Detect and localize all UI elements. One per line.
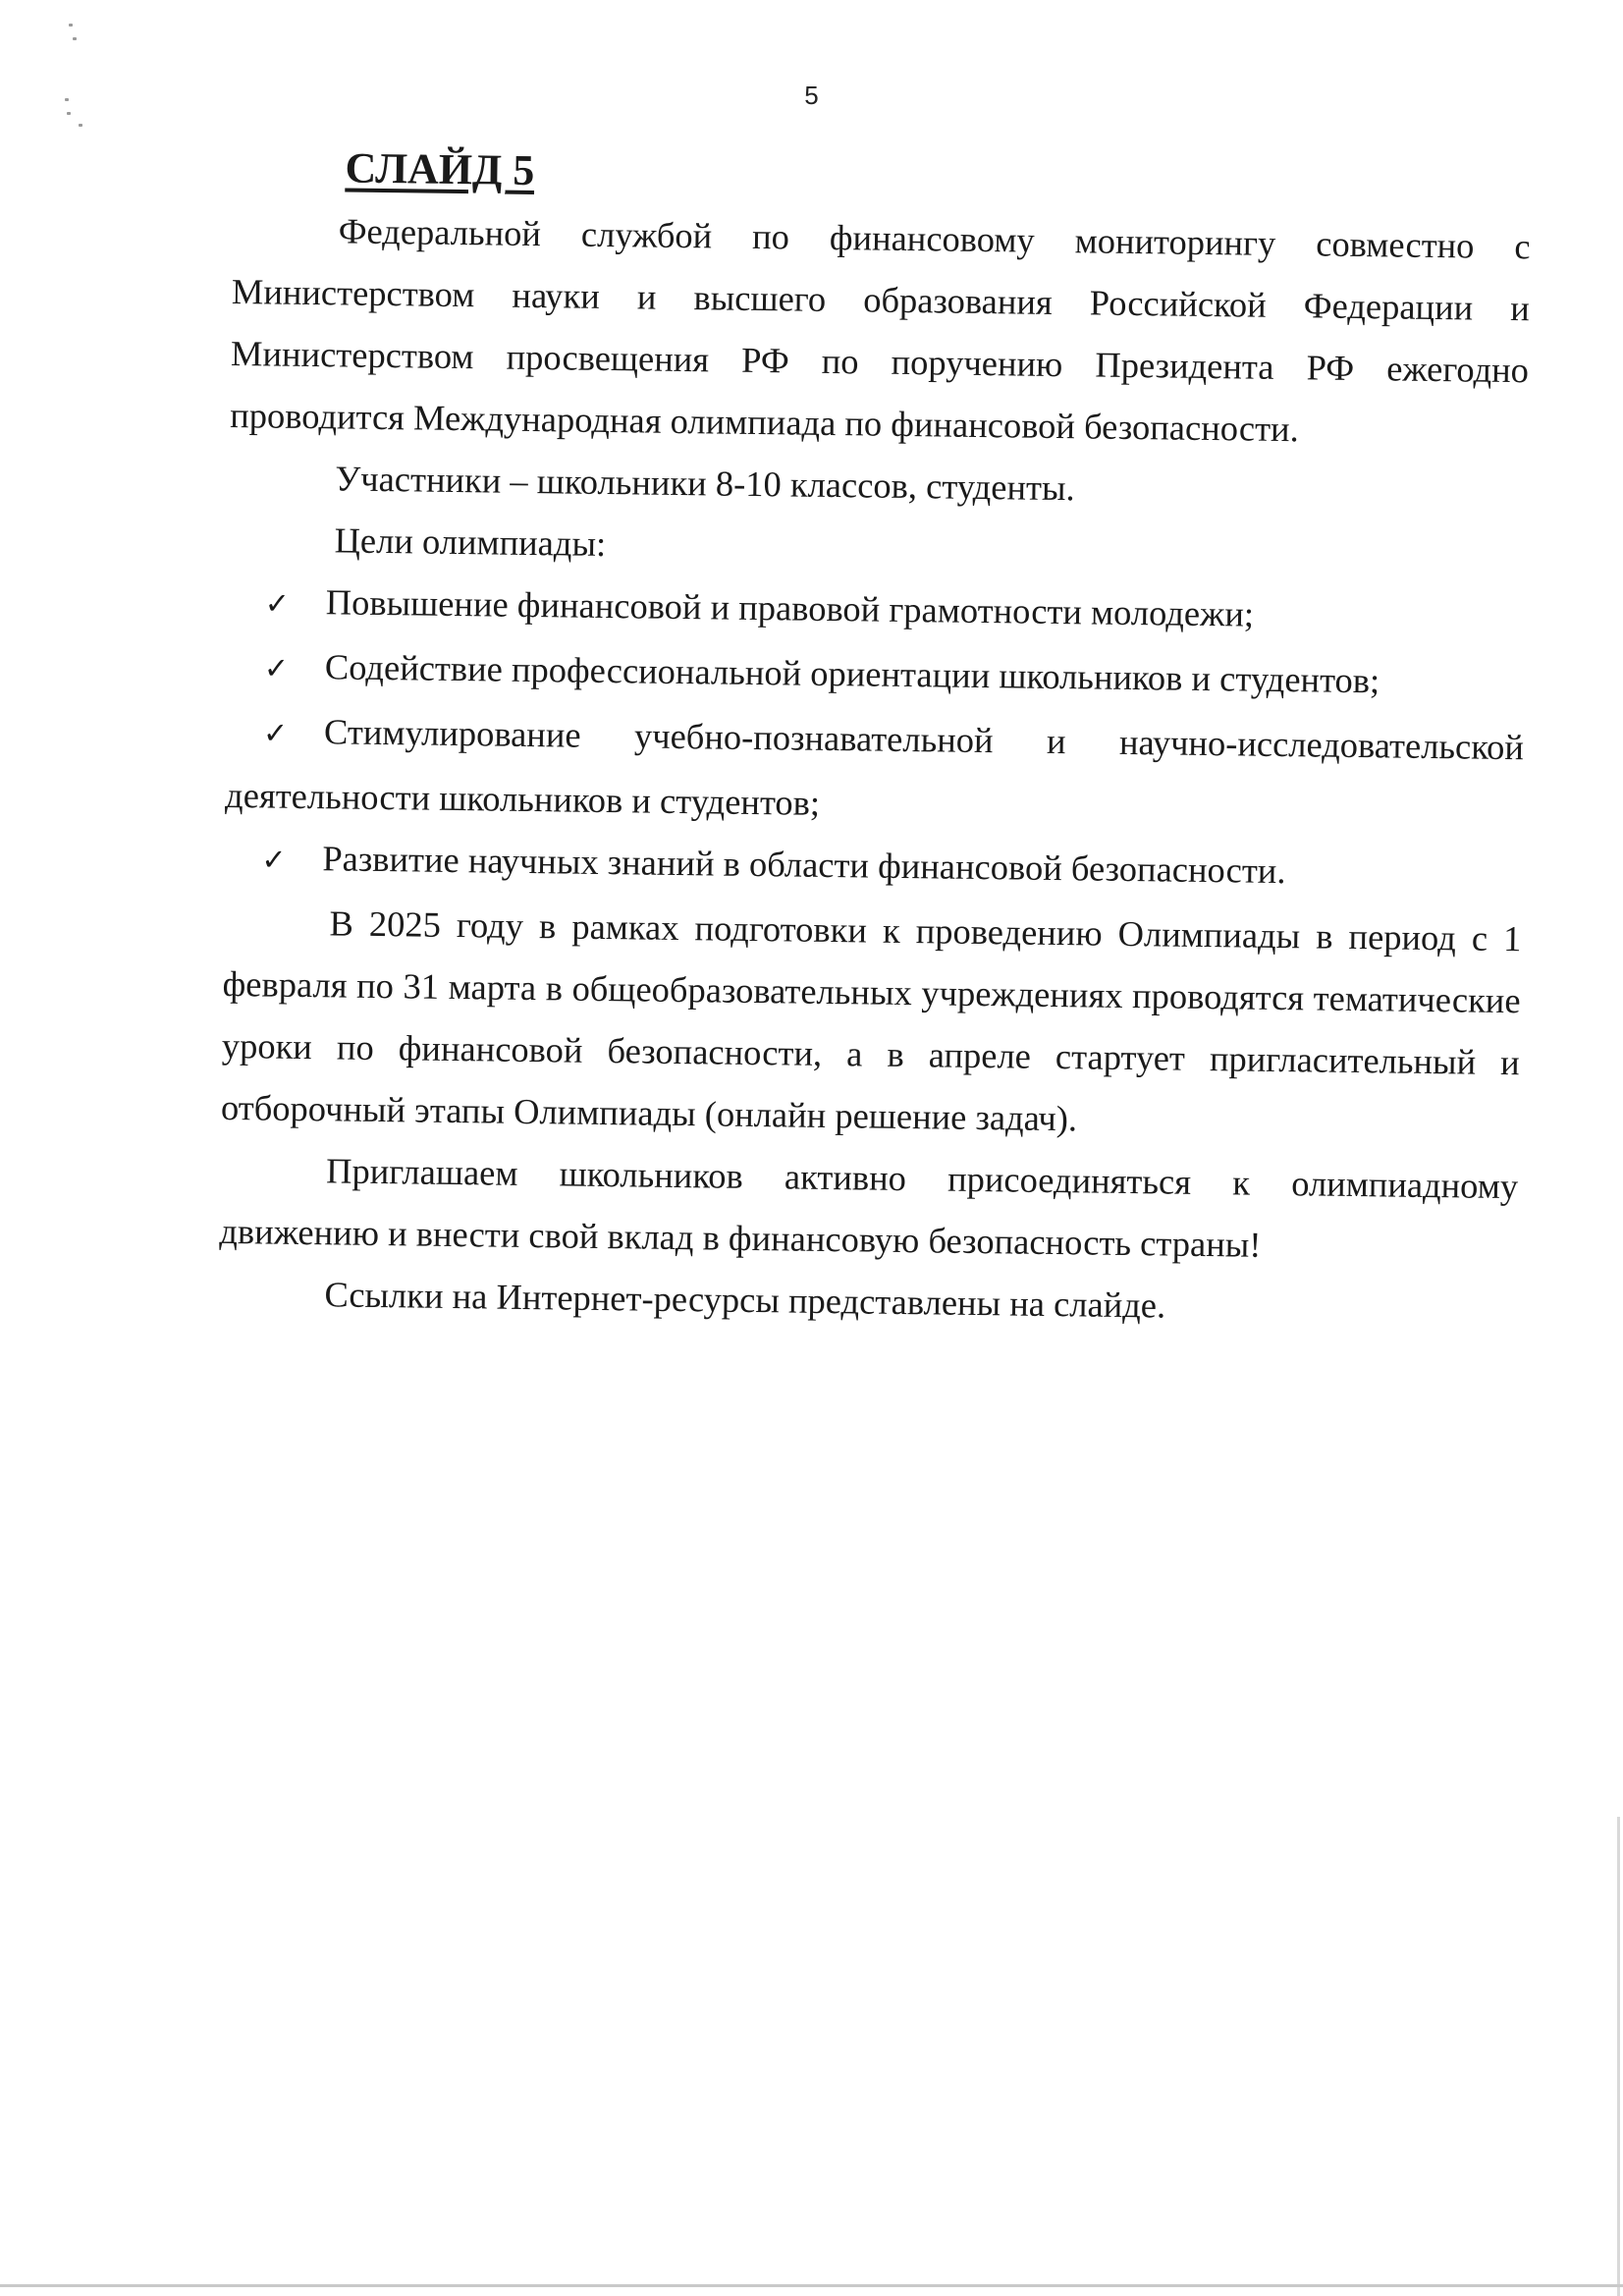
participants-paragraph: Участники – школьники 8-10 классов, студенты.: [335, 458, 1075, 509]
intro-paragraph: Федеральной службой по финансовому мониторингу совместно с Министерством науки и высшего образования Российской Федерации и Министерством просвещения РФ по поручению Президента РФ ежегодно проводится Международная олимпиада по финансовой безопасности.: [230, 210, 1531, 450]
goals-list: [224, 570, 1526, 907]
slide-title: СЛАЙД 5: [345, 143, 535, 195]
olympiad-schedule-paragraph: В 2025 году в рамках подготовки к проведению Олимпиады в период с 1 февраля по 31 марта в общеобразовательных учреждениях проводятся тематические уроки по финансовой безопасности, а в апреле стартует пригласительный и отборочный этапы Олимпиады (онлайн решение задач).: [220, 902, 1522, 1139]
invitation-paragraph: Приглашаем школьников активно присоединяться к олимпиадному движению и внести свой вклад в финансовую безопасность страны!: [219, 1150, 1519, 1265]
links-paragraph: Ссылки на Интернет-ресурсы представлены на слайде.: [324, 1274, 1166, 1326]
goal-item: [225, 699, 1525, 843]
goal-text: Стимулирование учебно-познавательной и научно-исследовательской деятельности школьников и студентов;: [224, 711, 1525, 823]
document-body: [218, 136, 1532, 1340]
checkmark-icon: ✓: [262, 716, 289, 751]
checkmark-icon: ✓: [263, 651, 290, 686]
checkmark-icon: ✓: [261, 843, 287, 878]
page-number: 5: [804, 81, 819, 110]
scan-edge-right: [1617, 1817, 1620, 2296]
goals-heading: Цели олимпиады:: [334, 519, 607, 564]
goal-text: Развитие научных знаний в области финансовой безопасности.: [322, 838, 1286, 892]
goal-text: Повышение финансовой и правовой грамотности молодежи;: [325, 581, 1255, 634]
goal-text: Содействие профессиональной ориентации школьников и студентов;: [324, 646, 1380, 701]
scan-edge-bottom: [0, 2284, 1623, 2287]
checkmark-icon: ✓: [264, 586, 291, 622]
